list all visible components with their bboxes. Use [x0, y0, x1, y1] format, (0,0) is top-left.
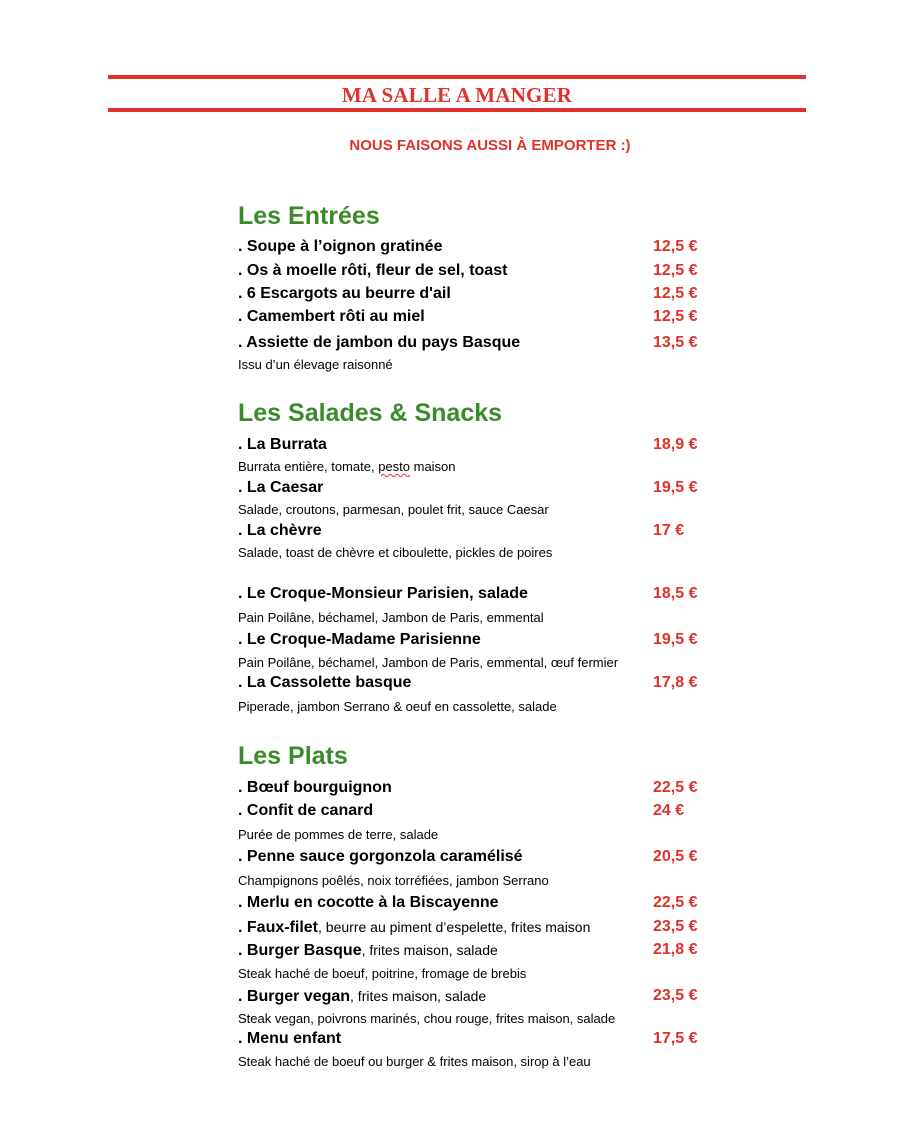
menu-item-price: 12,5 € — [653, 262, 698, 279]
menu-item-price: 18,9 € — [653, 436, 698, 453]
menu-item-name: . Confit de canard — [238, 802, 374, 819]
menu-item-name: . La Cassolette basque — [238, 674, 412, 691]
menu-item-price: 19,5 € — [653, 631, 698, 648]
menu-item-price: 20,5 € — [653, 848, 698, 865]
menu-item-price: 13,5 € — [653, 334, 698, 351]
menu-item-name: . Soupe à l’oignon gratinée — [238, 238, 443, 255]
menu-item-description: Champignons poêlés, noix torréfiées, jambon Serrano — [238, 873, 549, 888]
menu-item-name: . Merlu en cocotte à la Biscayenne — [238, 894, 499, 911]
menu-item-price: 19,5 € — [653, 479, 698, 496]
menu-item-price: 12,5 € — [653, 308, 698, 325]
menu-item-name: . 6 Escargots au beurre d'ail — [238, 285, 451, 302]
menu-item-name: . Menu enfant — [238, 1030, 342, 1047]
menu-item-name: . Le Croque-Madame Parisienne — [238, 631, 481, 648]
menu-item-price: 17,5 € — [653, 1030, 698, 1047]
menu-item-description: Salade, toast de chèvre et ciboulette, pickles de poires — [238, 545, 553, 560]
menu-item-name: . Bœuf bourguignon — [238, 779, 392, 796]
menu-item-price: 17,8 € — [653, 674, 698, 691]
menu-item-name: . Os à moelle rôti, fleur de sel, toast — [238, 262, 508, 279]
menu-item-description: Steak haché de boeuf, poitrine, fromage de brebis — [238, 966, 527, 981]
menu-item-name: . La chèvre — [238, 522, 322, 539]
menu-item-description: Purée de pommes de terre, salade — [238, 827, 439, 842]
section-title-salades-snacks: Les Salades & Snacks — [238, 399, 503, 427]
menu-item-description: Issu d’un élevage raisonné — [238, 357, 393, 372]
menu-item-name: . La Burrata — [238, 436, 327, 453]
menu-item-name: . Camembert rôti au miel — [238, 308, 425, 325]
section-title-entrees: Les Entrées — [238, 202, 380, 230]
menu-item-price: 23,5 € — [653, 918, 698, 935]
menu-item-price: 18,5 € — [653, 585, 698, 602]
page-title: MA SALLE A MANGER — [341, 83, 573, 107]
takeaway-notice: NOUS FAISONS AUSSI À EMPORTER :) — [349, 137, 631, 154]
menu-item-name: . Burger vegan, frites maison, salade — [238, 988, 487, 1005]
top-rule — [108, 75, 806, 79]
menu-item-price: 17 € — [653, 522, 685, 539]
menu-item-name: . Penne sauce gorgonzola caramélisé — [238, 848, 523, 865]
menu-item-price: 12,5 € — [653, 285, 698, 302]
bottom-rule — [108, 108, 806, 112]
menu-item-description: Burrata entière, tomate, pesto maison — [238, 459, 456, 474]
menu-item-price: 24 € — [653, 802, 685, 819]
menu-item-name: . Faux-filet, beurre au piment d’espelette, frites maison — [238, 919, 591, 936]
menu-item-price: 23,5 € — [653, 987, 698, 1004]
menu-item-description: Steak vegan, poivrons marinés, chou rouge, frites maison, salade — [238, 1011, 616, 1026]
menu-item-name: . Assiette de jambon du pays Basque — [238, 334, 521, 351]
menu-item-description: Salade, croutons, parmesan, poulet frit, sauce Caesar — [238, 502, 549, 517]
menu-item-description: Pain Poilâne, béchamel, Jambon de Paris, emmental — [238, 610, 544, 625]
menu-item-name: . Le Croque-Monsieur Parisien, salade — [238, 585, 528, 602]
spellcheck-flagged-word: pesto — [378, 459, 410, 474]
section-title-plats: Les Plats — [238, 742, 348, 770]
menu-item-description: Pain Poilâne, béchamel, Jambon de Paris, emmental, œuf fermier — [238, 655, 619, 670]
menu-item-price: 21,8 € — [653, 941, 698, 958]
menu-item-price: 12,5 € — [653, 238, 698, 255]
menu-item-name: . La Caesar — [238, 479, 324, 496]
menu-item-description: Steak haché de boeuf ou burger & frites maison, sirop à l’eau — [238, 1054, 591, 1069]
menu-item-price: 22,5 € — [653, 779, 698, 796]
menu-item-price: 22,5 € — [653, 894, 698, 911]
menu-item-name: . Burger Basque, frites maison, salade — [238, 942, 498, 959]
menu-item-description: Piperade, jambon Serrano & oeuf en cassolette, salade — [238, 699, 557, 714]
